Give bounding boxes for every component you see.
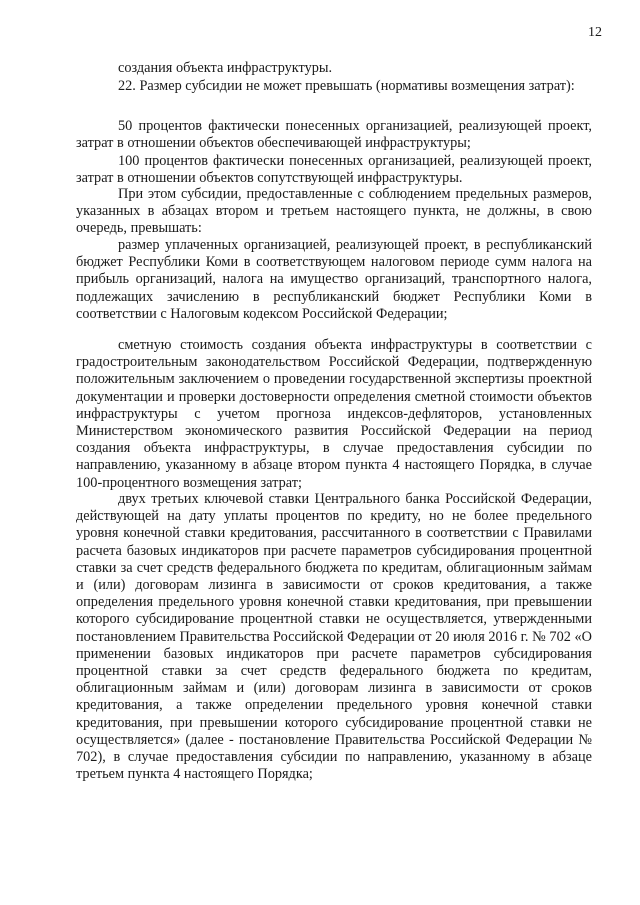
page-number: 12 [588,25,602,40]
paragraph-8: двух третьих ключевой ставки Центрального банка Российской Федерации, действующей на дату уплаты процентов по кредиту, но не более предельного уровня конечной ставки кредитования, рассчитанного в соответствии с Правилами расчета базовых индикаторов при расчете параметров субсидирования процентной ставки за счет средств федерального бюджета по кредитам, облигационным займам и (или) договорам лизинга в зависимости от сроков кредитования, а также определения предельного уровня конечной ставки кредитования, при превышении которого субсидирование процентной ставки не осуществляется, утвержденными постановлением Правительства Российской Федерации от 20 июля 2016 г. № 702 «О применении базовых индикаторов при расчете параметров субсидирования процентной ставки за счет средств федерального бюджета по кредитам, облигационным займам и (или) договорам лизинга в зависимости от сроков кредитования, а также определении предельного уровня конечной ставки кредитования, при превышении которого субсидирование процентной ставки не осуществляется» (далее - постановление Правительства Российской Федерации № 702), в случае предоставления субсидии по направлению, указанному в абзаце третьем пункта 4 настоящего Порядка; [76,491,592,783]
paragraph-5: При этом субсидии, предоставленные с соблюдением предельных размеров, указанных в абзацах втором и третьем настоящего пункта, не должны, в свою очередь, превышать: [76,186,592,237]
paragraph-7: сметную стоимость создания объекта инфраструктуры в соответствии с градостроительным законодательством Российской Федерации, подтвержденную положительным заключением о проведении государственной экспертизы проектной документации и проверки достоверности определения сметной стоимости объектов инфраструктуры с учетом прогноза индексов-дефляторов, установленных Министерством экономического развития Российской Федерации на период создания объекта инфраструктуры, в случае предоставления субсидии по направлению, указанному в абзаце втором пункта 4 настоящего Порядка, в случае 100-процентного возмещения затрат; [76,337,592,491]
paragraph-4: 100 процентов фактически понесенных организацией, реализующей проект, затрат в отношении объектов сопутствующей инфраструктуры. [76,153,592,187]
paragraph-6: размер уплаченных организацией, реализующей проект, в республиканский бюджет Республики Коми в соответствующем налоговом периоде сумм налога на прибыль организаций, налога на имущество организаций, транспортного налога, подлежащих зачислению в республиканский бюджет Республики Коми в соответствии с Налоговым кодексом Российской Федерации; [76,237,592,322]
paragraph-1: создания объекта инфраструктуры. [118,60,333,76]
paragraph-3: 50 процентов фактически понесенных организацией, реализующей проект, затрат в отношении объектов обеспечивающей инфраструктуры; [76,118,592,152]
paragraph-2: 22. Размер субсидии не может превышать (нормативы возмещения затрат): [118,78,575,94]
